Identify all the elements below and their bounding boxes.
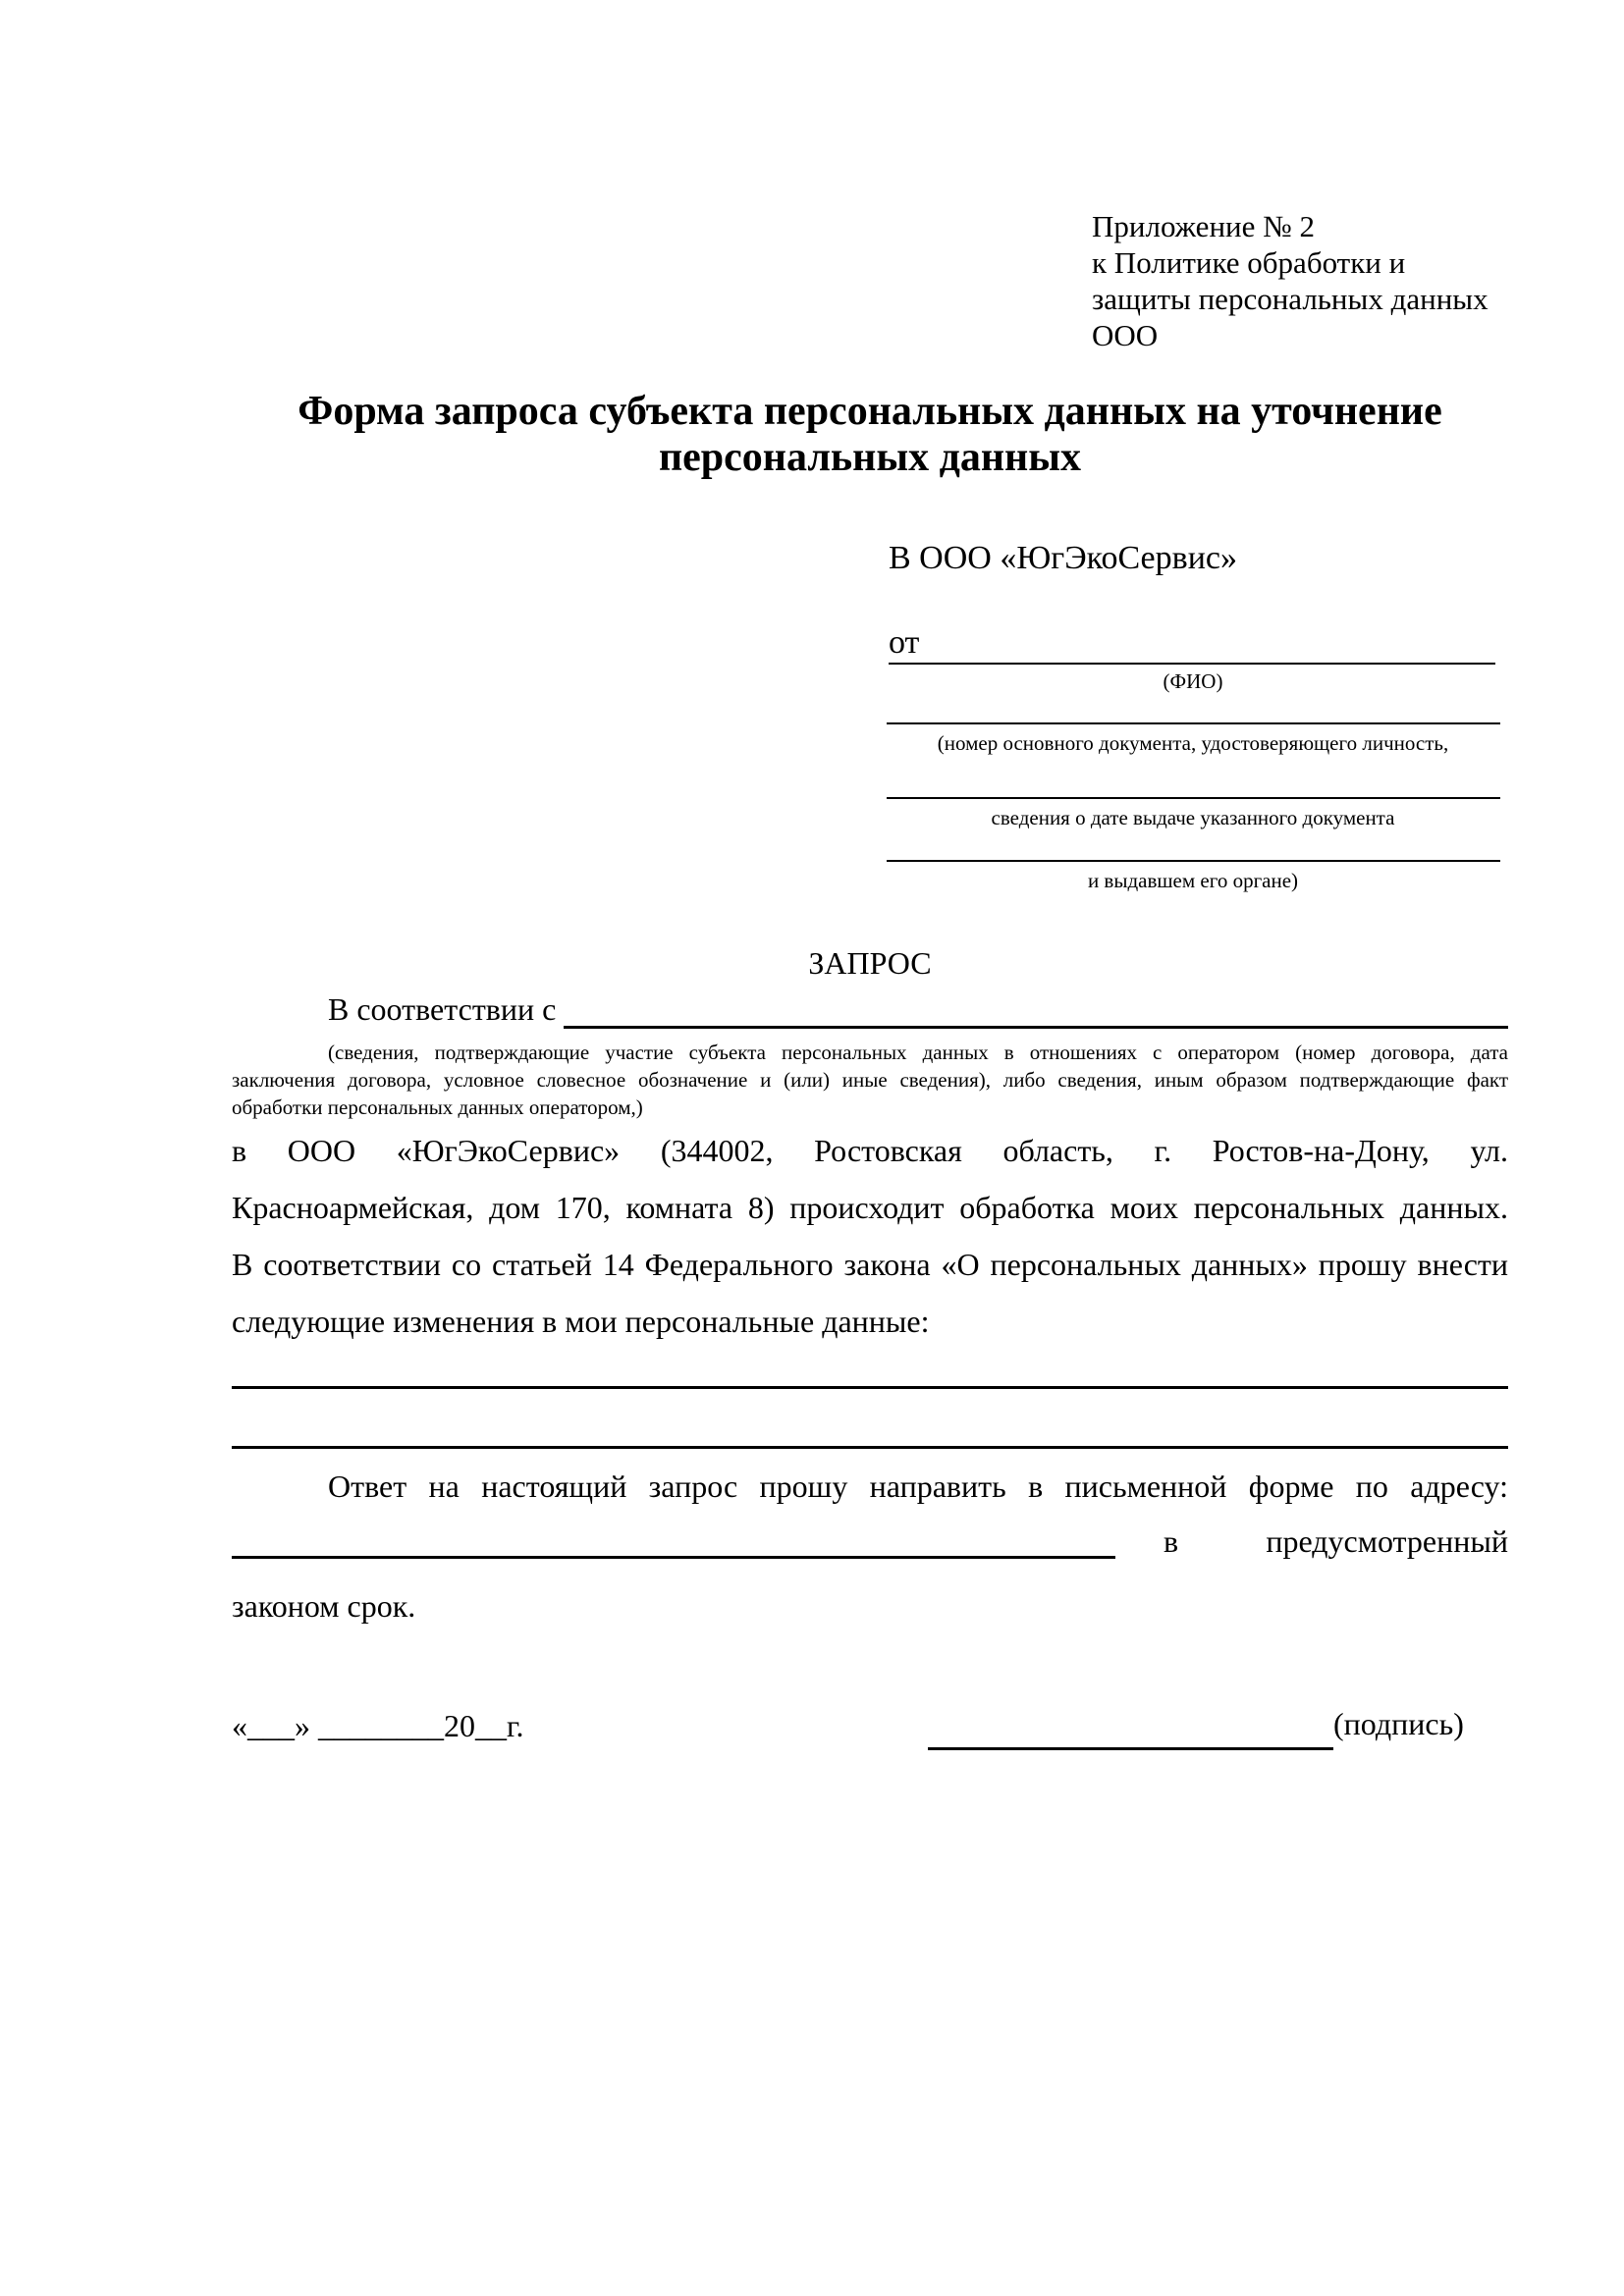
basis-note [232, 1039, 1508, 1121]
issuing-authority-caption: и выдавшем его органе) [1087, 869, 1299, 892]
body-paragraph [232, 1122, 1508, 1350]
basis-fill-line[interactable] [564, 991, 1508, 1029]
reply-lead: Ответ на настоящий запрос прошу направить в письменной форме по адресу: [328, 1468, 1508, 1504]
basis-lead-text: В соответствии с [328, 991, 557, 1027]
id-number-caption: (номер основного документа, удостоверяющего личность, [937, 731, 1449, 755]
body-line: Красноармейская, дом 170, комната 8) происходит обработка моих персональных данных. [232, 1190, 1508, 1225]
changes-fill-line-2[interactable] [232, 1446, 1508, 1449]
appendix-line: к Политике обработки и [1092, 245, 1406, 280]
reply-tail: законом срок. [232, 1588, 416, 1624]
fio-fill-line[interactable] [889, 663, 1495, 665]
body-line: в ООО «ЮгЭкоСервис» (344002, Ростовская область, г. Ростов-на-Дону, ул. [232, 1133, 1508, 1168]
addressee-organization: В ООО «ЮгЭкоСервис» [889, 540, 1237, 576]
basis-note-line: (сведения, подтверждающие участие субъекта персональных данных в отношениях с оператором (номер договора, дата [328, 1041, 1508, 1064]
body-line: следующие изменения в мои персональные данные: [232, 1304, 930, 1339]
reply-word-stipulated: предусмотренный [1266, 1523, 1508, 1559]
date-fill-field[interactable]: «___» ________20__г. [232, 1708, 524, 1743]
reply-word-in: в [1164, 1523, 1179, 1559]
fio-caption: (ФИО) [1163, 669, 1223, 693]
issue-date-fill-line[interactable] [887, 797, 1500, 799]
appendix-line: защиты персональных данных [1092, 282, 1489, 316]
appendix-line: Приложение № 2 [1092, 209, 1315, 243]
request-heading: ЗАПРОС [808, 945, 932, 981]
issuing-authority-fill-line[interactable] [887, 860, 1500, 862]
basis-note-line: заключения договора, условное словесное обозначение и (или) иные сведения), либо сведения, иным образом подтверждающие факт [232, 1068, 1508, 1092]
basis-lead-row [232, 991, 1508, 1033]
basis-note-line: обработки персональных данных оператором,) [232, 1095, 643, 1119]
signature-fill-line[interactable] [928, 1747, 1333, 1750]
page-title: Форма запроса субъекта персональных данных на уточнение персональных данных [298, 389, 1442, 480]
changes-fill-line-1[interactable] [232, 1386, 1508, 1389]
addressee-from-label: от [889, 624, 920, 661]
id-number-fill-line[interactable] [887, 722, 1500, 724]
signature-caption: (подпись) [1333, 1706, 1464, 1741]
body-line: В соответствии со статьей 14 Федерального закона «О персональных данных» прошу внести [232, 1247, 1508, 1282]
appendix-line: ООО [1092, 318, 1159, 352]
address-fill-line[interactable] [232, 1556, 1115, 1559]
appendix-block [1092, 208, 1489, 353]
issue-date-caption: сведения о дате выдаче указанного документа [991, 806, 1395, 829]
